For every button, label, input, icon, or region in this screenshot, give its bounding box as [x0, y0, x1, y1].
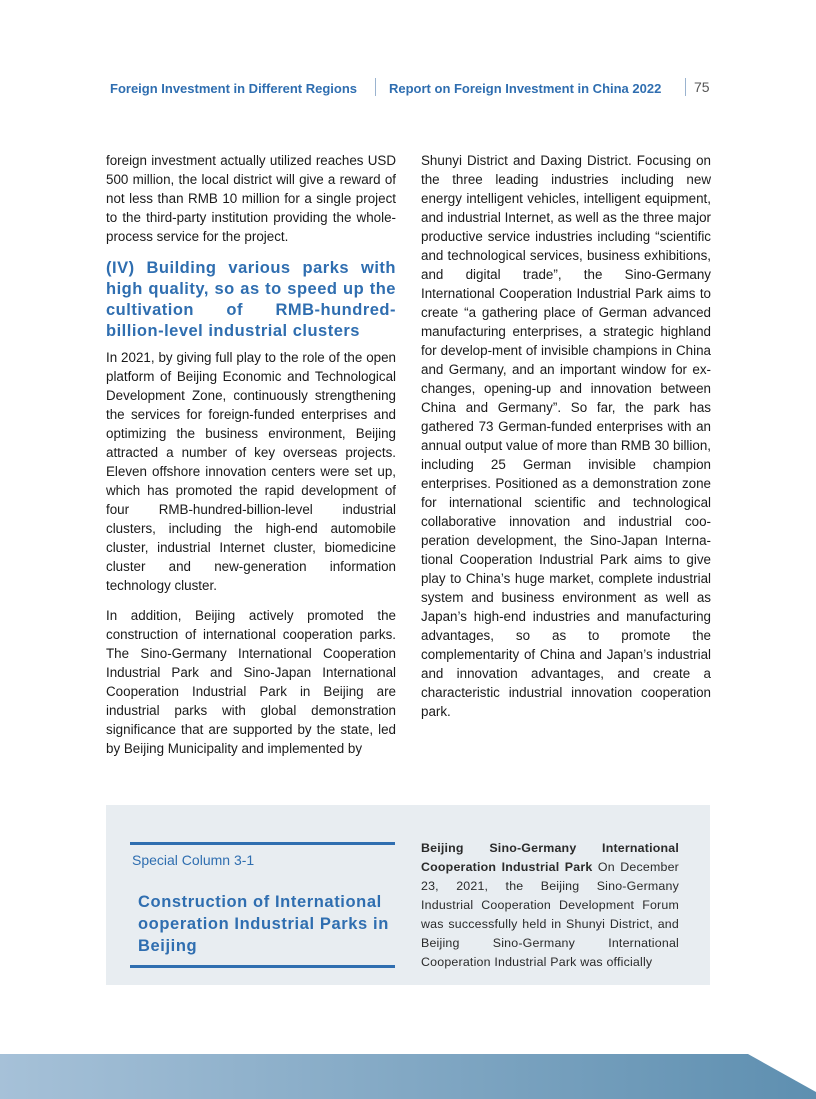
box-bottom-rule — [130, 965, 395, 968]
running-header — [0, 78, 816, 98]
special-column-text — [421, 839, 679, 972]
body-paragraph: foreign investment actually utilized reaches USD 500 million, the local district will give a reward of not less than RMB 10 million for a single project to the third-party institution providing the whole-process service for the project. — [106, 153, 396, 244]
section-subheading: (IV) Building various parks with high quality, so as to speed up the cultivation of RMB-hundred-billion-level industrial clusters — [106, 259, 396, 340]
special-column-label: Special Column 3-1 — [132, 852, 255, 868]
body-paragraph: In 2021, by giving full play to the role of the open platform of Beijing Economic and Technological Development Zone, continuously strengthening the services for foreign-funded enterprises and optimizing the business environment, Beijing attracted a number of key overseas projects. Eleven offshore innovation centers were set up, which has promoted the rapid development of four RMB-hundred-billion-level industrial clusters, including the high-end automobile cluster, industrial Internet cluster, biomedicine cluster and new-generation information technology cluster. — [106, 350, 396, 593]
special-column-body: On December 23, 2021, the Beijing Sino-Germany Industrial Cooperation Development Forum was successfully held in Shunyi District, and Beijing Sino-Germany International Cooperation Industrial Park was officially — [421, 860, 679, 969]
special-column-box — [106, 805, 710, 985]
footer-decorative-band — [0, 1054, 816, 1099]
page-number: 75 — [694, 79, 710, 95]
header-divider — [375, 78, 376, 96]
right-column — [421, 151, 711, 732]
footer-band-shape — [0, 1054, 816, 1099]
section-title: Foreign Investment in Different Regions — [110, 81, 358, 96]
report-title: Report on Foreign Investment in China 2022 — [389, 81, 662, 96]
box-top-rule — [130, 842, 395, 845]
body-paragraph: Shunyi District and Daxing District. Focusing on the three leading industries including new energy intelligent vehicles, intelligent equipment, and industrial Internet, as well as the three major productive service industries including “scientific and technological services, business exhibitions, and digital trade”, the Sino-Germany International Cooperation Industrial Park aims to create “a gathering place of German advanced manufacturing enterprises, a strategic highland for develop-ment of invisible champions in China and Germany, and an important window for ex-changes, opening-up and innovation between China and Germany”. So far, the park has gathered 73 German-funded enterprises with an annual output value of more than RMB 30 billion, including 25 German invisible champion enterprises. Positioned as a demonstration zone for international scientific and technological collaborative innovation and industrial coo-peration development, the Sino-Japan Interna-tional Cooperation Industrial Park aims to give play to China’s huge market, complete industrial system and business environment as well as Japan’s high-end industries and manufacturing advantages, so as to promote the complementarity of China and Japan’s industrial and innovation advantages, and create a characteristic industrial innovation cooperation park. — [421, 153, 711, 719]
header-divider — [685, 78, 686, 96]
special-column-title: Construction of International ooperation Industrial Parks in Beijing — [138, 893, 389, 955]
special-column-lead: Beijing Sino-Germany International Cooperation Industrial Park — [421, 841, 679, 874]
body-paragraph: In addition, Beijing actively promoted the construction of international cooperation parks. The Sino-Germany International Cooperation Industrial Park and Sino-Japan International Cooperation Industrial Park in Beijing are industrial parks with global demonstration significance that are supported by the state, led by Beijing Municipality and implemented by — [106, 608, 396, 756]
left-column — [106, 151, 396, 769]
